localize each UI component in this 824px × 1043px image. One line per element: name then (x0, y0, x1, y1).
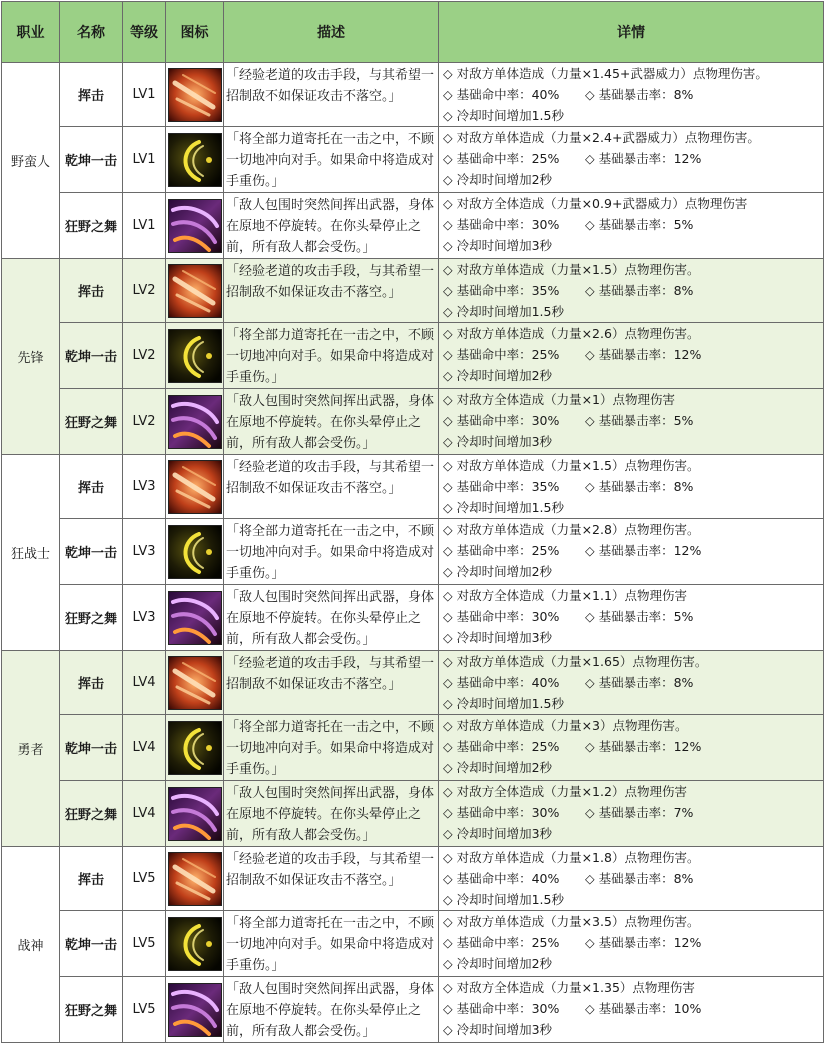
crit-rate-text: ◇ 基础暴击率：8% (585, 479, 694, 494)
skill-name-cell: 乾坤一击 (60, 715, 123, 781)
damage-text: ◇ 对敌方单体造成（力量×1.5）点物理伤害。 (443, 262, 700, 277)
cooldown-text: ◇ 冷却时间增加3秒 (443, 434, 553, 449)
crescent-strike-skill-icon (168, 917, 222, 971)
cooldown-text: ◇ 冷却时间增加1.5秒 (443, 500, 564, 515)
level-cell: LV3 (123, 519, 166, 585)
rates-line (443, 84, 823, 105)
table-row (2, 127, 824, 193)
crit-rate-text: ◇ 基础暴击率：5% (585, 413, 694, 428)
description-cell: 「敌人包围时突然间挥出武器，身体在原地不停旋转。在你头晕停止之前，所有敌人都会受伤。」 (224, 389, 439, 455)
table-row (2, 455, 824, 519)
detail-cell (439, 63, 824, 127)
header-detail: 详情 (439, 2, 824, 63)
crit-rate-text: ◇ 基础暴击率：5% (585, 217, 694, 232)
hit-rate-text: ◇ 基础命中率：25% (443, 347, 560, 362)
job-class-cell: 战神 (2, 847, 60, 1043)
damage-text: ◇ 对敌方全体造成（力量×1）点物理伤害 (443, 392, 676, 407)
cooldown-text: ◇ 冷却时间增加3秒 (443, 238, 553, 253)
detail-cell (439, 519, 824, 585)
rates-line (443, 214, 823, 235)
whirl-dance-skill-icon (168, 591, 222, 645)
table-row (2, 193, 824, 259)
cooldown-text: ◇ 冷却时间增加2秒 (443, 172, 553, 187)
description-cell: 「经验老道的攻击手段，与其希望一招制敌不如保证攻击不落空。」 (224, 651, 439, 715)
icon-cell (166, 715, 224, 781)
icon-cell (166, 193, 224, 259)
crit-rate-text: ◇ 基础暴击率：7% (585, 805, 694, 820)
description-cell: 「经验老道的攻击手段，与其希望一招制敌不如保证攻击不落空。」 (224, 63, 439, 127)
description-cell: 「经验老道的攻击手段，与其希望一招制敌不如保证攻击不落空。」 (224, 259, 439, 323)
crescent-strike-skill-icon (168, 329, 222, 383)
hit-rate-text: ◇ 基础命中率：40% (443, 871, 560, 886)
description-cell: 「将全部力道寄托在一击之中，不顾一切地冲向对手。如果命中将造成对手重伤。」 (224, 127, 439, 193)
job-class-cell: 狂战士 (2, 455, 60, 651)
table-row (2, 323, 824, 389)
hit-rate-text: ◇ 基础命中率：25% (443, 151, 560, 166)
skill-name-cell: 挥击 (60, 259, 123, 323)
damage-text: ◇ 对敌方全体造成（力量×1.1）点物理伤害 (443, 588, 687, 603)
damage-text: ◇ 对敌方全体造成（力量×1.2）点物理伤害 (443, 784, 687, 799)
table-row (2, 63, 824, 127)
description-cell: 「敌人包围时突然间挥出武器，身体在原地不停旋转。在你头晕停止之前，所有敌人都会受伤。」 (224, 193, 439, 259)
crit-rate-text: ◇ 基础暴击率：12% (585, 935, 702, 950)
level-cell: LV5 (123, 911, 166, 977)
hit-rate-text: ◇ 基础命中率：30% (443, 217, 560, 232)
cooldown-text: ◇ 冷却时间增加1.5秒 (443, 304, 564, 319)
detail-cell (439, 977, 824, 1043)
table-row (2, 259, 824, 323)
level-cell: LV4 (123, 781, 166, 847)
description-cell: 「敌人包围时突然间挥出武器，身体在原地不停旋转。在你头晕停止之前，所有敌人都会受伤。」 (224, 977, 439, 1043)
detail-cell (439, 847, 824, 911)
whirl-dance-skill-icon (168, 395, 222, 449)
icon-cell (166, 323, 224, 389)
skill-name-cell: 乾坤一击 (60, 519, 123, 585)
hit-rate-text: ◇ 基础命中率：35% (443, 479, 560, 494)
hit-rate-text: ◇ 基础命中率：35% (443, 283, 560, 298)
hit-rate-text: ◇ 基础命中率：25% (443, 739, 560, 754)
description-cell: 「将全部力道寄托在一击之中，不顾一切地冲向对手。如果命中将造成对手重伤。」 (224, 911, 439, 977)
crit-rate-text: ◇ 基础暴击率：12% (585, 347, 702, 362)
header-level: 等级 (123, 2, 166, 63)
hit-rate-text: ◇ 基础命中率：30% (443, 413, 560, 428)
level-cell: LV3 (123, 455, 166, 519)
cooldown-text: ◇ 冷却时间增加2秒 (443, 368, 553, 383)
level-cell: LV1 (123, 193, 166, 259)
table-row (2, 977, 824, 1043)
damage-text: ◇ 对敌方全体造成（力量×0.9+武器威力）点物理伤害 (443, 196, 748, 211)
crescent-strike-skill-icon (168, 133, 222, 187)
hit-rate-text: ◇ 基础命中率：25% (443, 935, 560, 950)
damage-text: ◇ 对敌方单体造成（力量×2.4+武器威力）点物理伤害。 (443, 130, 760, 145)
table-body (2, 63, 824, 1043)
icon-cell (166, 127, 224, 193)
rates-line (443, 932, 823, 953)
table-row (2, 585, 824, 651)
damage-text: ◇ 对敌方单体造成（力量×2.6）点物理伤害。 (443, 326, 700, 341)
cooldown-text: ◇ 冷却时间增加3秒 (443, 630, 553, 645)
icon-cell (166, 63, 224, 127)
whirl-dance-skill-icon (168, 199, 222, 253)
rates-line (443, 998, 823, 1019)
icon-cell (166, 847, 224, 911)
level-cell: LV3 (123, 585, 166, 651)
detail-cell (439, 389, 824, 455)
table-row (2, 781, 824, 847)
hit-rate-text: ◇ 基础命中率：30% (443, 805, 560, 820)
rates-line (443, 280, 823, 301)
header-description: 描述 (224, 2, 439, 63)
slash-skill-icon (168, 460, 222, 514)
hit-rate-text: ◇ 基础命中率：40% (443, 87, 560, 102)
rates-line (443, 672, 823, 693)
skill-name-cell: 挥击 (60, 455, 123, 519)
description-cell: 「将全部力道寄托在一击之中，不顾一切地冲向对手。如果命中将造成对手重伤。」 (224, 323, 439, 389)
crescent-strike-skill-icon (168, 525, 222, 579)
icon-cell (166, 519, 224, 585)
damage-text: ◇ 对敌方单体造成（力量×1.8）点物理伤害。 (443, 850, 700, 865)
crit-rate-text: ◇ 基础暴击率：12% (585, 739, 702, 754)
crit-rate-text: ◇ 基础暴击率：12% (585, 151, 702, 166)
damage-text: ◇ 对敌方单体造成（力量×1.45+武器威力）点物理伤害。 (443, 66, 768, 81)
skill-name-cell: 乾坤一击 (60, 323, 123, 389)
cooldown-text: ◇ 冷却时间增加1.5秒 (443, 696, 564, 711)
description-cell: 「敌人包围时突然间挥出武器，身体在原地不停旋转。在你头晕停止之前，所有敌人都会受伤。」 (224, 585, 439, 651)
rates-line (443, 540, 823, 561)
table-row (2, 389, 824, 455)
table-row (2, 519, 824, 585)
rates-line (443, 736, 823, 757)
crit-rate-text: ◇ 基础暴击率：8% (585, 87, 694, 102)
damage-text: ◇ 对敌方单体造成（力量×3）点物理伤害。 (443, 718, 688, 733)
cooldown-text: ◇ 冷却时间增加1.5秒 (443, 892, 564, 907)
cooldown-text: ◇ 冷却时间增加2秒 (443, 760, 553, 775)
header-name: 名称 (60, 2, 123, 63)
cooldown-text: ◇ 冷却时间增加1.5秒 (443, 108, 564, 123)
rates-line (443, 410, 823, 431)
detail-cell (439, 651, 824, 715)
level-cell: LV2 (123, 323, 166, 389)
description-cell: 「经验老道的攻击手段，与其希望一招制敌不如保证攻击不落空。」 (224, 847, 439, 911)
skill-name-cell: 挥击 (60, 847, 123, 911)
crit-rate-text: ◇ 基础暴击率：10% (585, 1001, 702, 1016)
icon-cell (166, 259, 224, 323)
skill-name-cell: 狂野之舞 (60, 977, 123, 1043)
level-cell: LV4 (123, 651, 166, 715)
rates-line (443, 868, 823, 889)
rates-line (443, 344, 823, 365)
job-class-cell: 野蛮人 (2, 63, 60, 259)
cooldown-text: ◇ 冷却时间增加2秒 (443, 564, 553, 579)
damage-text: ◇ 对敌方单体造成（力量×1.5）点物理伤害。 (443, 458, 700, 473)
level-cell: LV2 (123, 389, 166, 455)
hit-rate-text: ◇ 基础命中率：30% (443, 1001, 560, 1016)
hit-rate-text: ◇ 基础命中率：30% (443, 609, 560, 624)
crit-rate-text: ◇ 基础暴击率：8% (585, 871, 694, 886)
crit-rate-text: ◇ 基础暴击率：12% (585, 543, 702, 558)
detail-cell (439, 585, 824, 651)
damage-text: ◇ 对敌方单体造成（力量×3.5）点物理伤害。 (443, 914, 700, 929)
table-row (2, 715, 824, 781)
table-row (2, 911, 824, 977)
table-row (2, 847, 824, 911)
slash-skill-icon (168, 68, 222, 122)
skill-name-cell: 狂野之舞 (60, 193, 123, 259)
detail-cell (439, 715, 824, 781)
level-cell: LV5 (123, 977, 166, 1043)
hit-rate-text: ◇ 基础命中率：40% (443, 675, 560, 690)
skill-name-cell: 狂野之舞 (60, 781, 123, 847)
icon-cell (166, 389, 224, 455)
crit-rate-text: ◇ 基础暴击率：8% (585, 283, 694, 298)
icon-cell (166, 781, 224, 847)
header-job: 职业 (2, 2, 60, 63)
icon-cell (166, 911, 224, 977)
detail-cell (439, 455, 824, 519)
slash-skill-icon (168, 656, 222, 710)
header-row (2, 2, 824, 63)
skill-name-cell: 挥击 (60, 651, 123, 715)
level-cell: LV5 (123, 847, 166, 911)
damage-text: ◇ 对敌方单体造成（力量×1.65）点物理伤害。 (443, 654, 708, 669)
whirl-dance-skill-icon (168, 787, 222, 841)
job-class-cell: 先锋 (2, 259, 60, 455)
crit-rate-text: ◇ 基础暴击率：8% (585, 675, 694, 690)
whirl-dance-skill-icon (168, 983, 222, 1037)
hit-rate-text: ◇ 基础命中率：25% (443, 543, 560, 558)
table-row (2, 651, 824, 715)
rates-line (443, 606, 823, 627)
skill-name-cell: 挥击 (60, 63, 123, 127)
description-cell: 「敌人包围时突然间挥出武器，身体在原地不停旋转。在你头晕停止之前，所有敌人都会受伤。」 (224, 781, 439, 847)
rates-line (443, 476, 823, 497)
cooldown-text: ◇ 冷却时间增加2秒 (443, 956, 553, 971)
detail-cell (439, 911, 824, 977)
header-icon: 图标 (166, 2, 224, 63)
cooldown-text: ◇ 冷却时间增加3秒 (443, 826, 553, 841)
rates-line (443, 802, 823, 823)
slash-skill-icon (168, 852, 222, 906)
detail-cell (439, 193, 824, 259)
damage-text: ◇ 对敌方全体造成（力量×1.35）点物理伤害 (443, 980, 695, 995)
detail-cell (439, 127, 824, 193)
detail-cell (439, 323, 824, 389)
description-cell: 「经验老道的攻击手段，与其希望一招制敌不如保证攻击不落空。」 (224, 455, 439, 519)
level-cell: LV1 (123, 127, 166, 193)
description-cell: 「将全部力道寄托在一击之中，不顾一切地冲向对手。如果命中将造成对手重伤。」 (224, 715, 439, 781)
crescent-strike-skill-icon (168, 721, 222, 775)
level-cell: LV1 (123, 63, 166, 127)
level-cell: LV4 (123, 715, 166, 781)
rates-line (443, 148, 823, 169)
detail-cell (439, 259, 824, 323)
damage-text: ◇ 对敌方单体造成（力量×2.8）点物理伤害。 (443, 522, 700, 537)
slash-skill-icon (168, 264, 222, 318)
skill-name-cell: 狂野之舞 (60, 389, 123, 455)
level-cell: LV2 (123, 259, 166, 323)
icon-cell (166, 455, 224, 519)
detail-cell (439, 781, 824, 847)
icon-cell (166, 651, 224, 715)
skill-name-cell: 狂野之舞 (60, 585, 123, 651)
cooldown-text: ◇ 冷却时间增加3秒 (443, 1022, 553, 1037)
icon-cell (166, 977, 224, 1043)
job-class-cell: 勇者 (2, 651, 60, 847)
skills-table (1, 1, 824, 1043)
crit-rate-text: ◇ 基础暴击率：5% (585, 609, 694, 624)
description-cell: 「将全部力道寄托在一击之中，不顾一切地冲向对手。如果命中将造成对手重伤。」 (224, 519, 439, 585)
icon-cell (166, 585, 224, 651)
skill-name-cell: 乾坤一击 (60, 127, 123, 193)
skill-name-cell: 乾坤一击 (60, 911, 123, 977)
